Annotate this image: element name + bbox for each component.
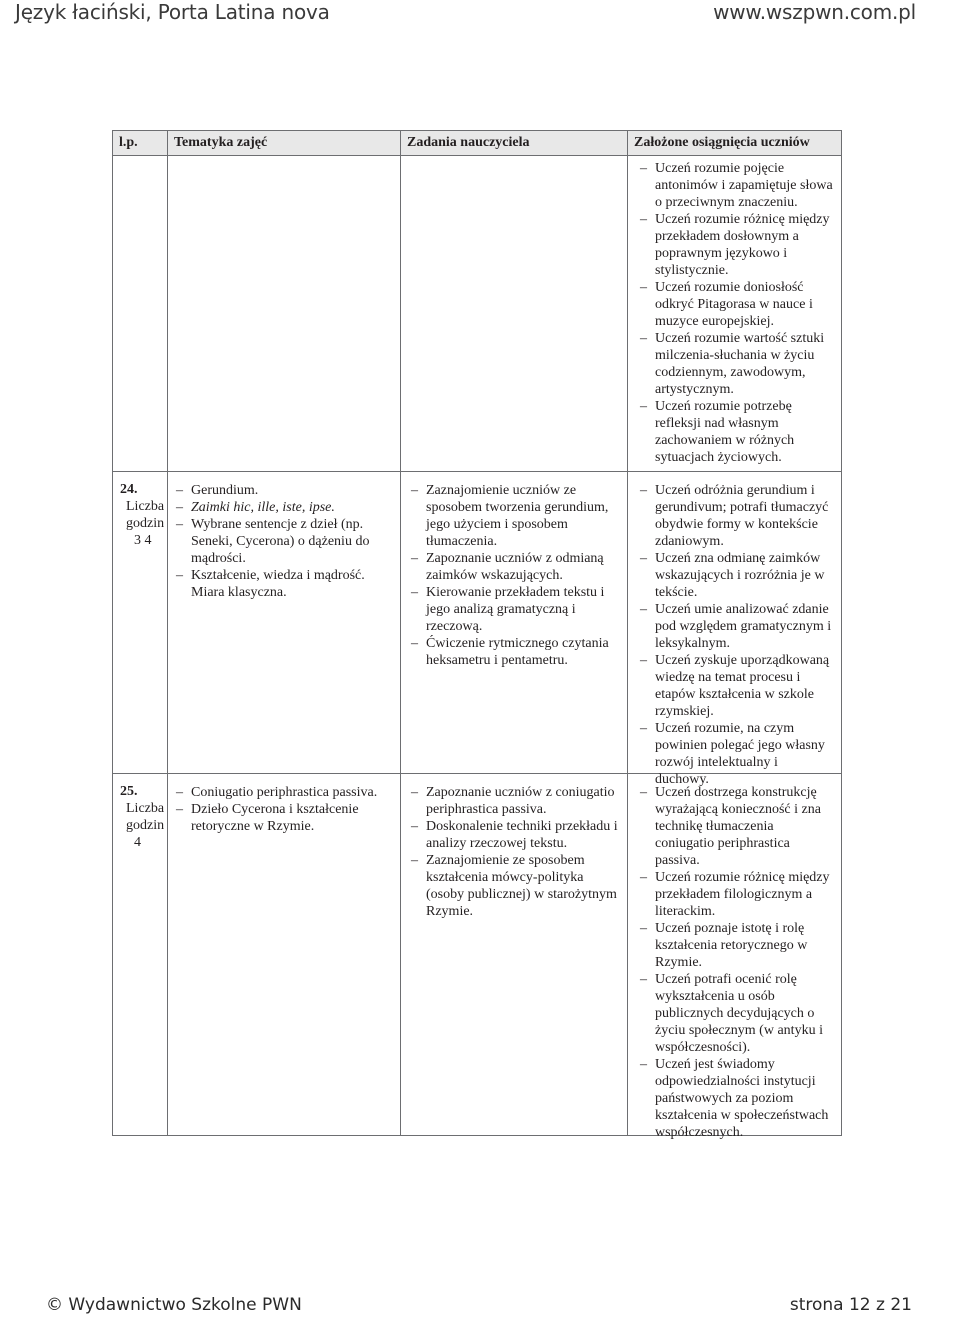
- list-item: – Ćwiczenie rytmicznego czytania heksametru i pentametru.: [413, 635, 621, 669]
- list-item: – Uczeń rozumie różnicę między przekładem dosłownym a poprawnym językowo i stylistycznie.: [642, 211, 833, 279]
- list-item: – Uczeń rozumie wartość sztuki milczenia-słuchania w życiu codziennym, zawodowym, artystycznym.: [642, 330, 833, 398]
- document-title: Język łaciński, Porta Latina nova: [15, 0, 330, 24]
- list-item: – Uczeń poznaje istotę i rolę kształcenia retorycznego w Rzymie.: [642, 920, 833, 971]
- cell-outcomes: [628, 472, 841, 787]
- cell-lp: [113, 472, 168, 773]
- list-item: – Uczeń rozumie różnicę między przekładem filologicznym a literackim.: [642, 869, 833, 920]
- tasks-list: [413, 482, 621, 669]
- topics-list: [178, 482, 394, 601]
- list-item: – Uczeń rozumie doniosłość odkryć Pitagorasa w nauce i muzyce europejskiej.: [642, 279, 833, 330]
- cell-topics: [168, 774, 401, 1135]
- header-topics: Tematyka zajęć: [168, 131, 401, 155]
- list-item: – Uczeń rozumie, na czym powinien polegać jego własny rozwój intelektualny i duchowy.: [642, 720, 833, 788]
- list-item: – Uczeń potrafi ocenić rolę wykształcenia u osób publicznych decydujących o życiu społecznym (w antyku i współczesności).: [642, 971, 833, 1056]
- list-item: – Uczeń odróżnia gerundium i gerundivum; potrafi tłumaczyć obydwie formy w kontekście zdaniowym.: [642, 482, 833, 550]
- cell-tasks: [401, 156, 628, 471]
- cell-lp: [113, 774, 168, 1135]
- hours-label: Liczba: [126, 801, 165, 816]
- outcomes-list: [642, 160, 833, 466]
- list-item: – Zapoznanie uczniów z coniugatio periphrastica passiva.: [413, 784, 621, 818]
- header-tasks: Zadania nauczyciela: [401, 131, 628, 155]
- table-row-25: [113, 774, 841, 1140]
- curriculum-table: [112, 130, 842, 1140]
- list-item: – Uczeń rozumie pojęcie antonimów i zapamiętuje słowa o przeciwnym znaczeniu.: [642, 160, 833, 211]
- topics-list: [178, 784, 394, 835]
- tasks-list: [413, 784, 621, 920]
- hours-label: godzin: [126, 818, 165, 833]
- list-item: – Uczeń zna odmianę zaimków wskazujących i rozróżnia je w tekście.: [642, 550, 833, 601]
- list-item: – Zaimki hic, ille, iste, ipse.: [178, 499, 394, 516]
- cell-outcomes: [628, 156, 841, 471]
- hours-label: Liczba: [126, 499, 165, 514]
- list-item: – Uczeń rozumie potrzebę refleksji nad własnym zachowaniem w różnych sytuacjach życiowych.: [642, 398, 833, 466]
- cell-lp: [113, 156, 168, 471]
- list-item: – Wybrane sentencje z dzieł (np. Seneki, Cycerona) o dążeniu do mądrości.: [178, 516, 394, 567]
- header-outcomes: Założone osiągnięcia uczniów: [634, 135, 810, 150]
- cell-topics: [168, 472, 401, 773]
- table-header-row: [113, 131, 841, 156]
- list-item: – Kształcenie, wiedza i mądrość. Miara klasyczna.: [178, 567, 394, 601]
- list-item: – Kierowanie przekładem tekstu i jego analizą gramatyczną i rzeczową.: [413, 584, 621, 635]
- header-lp: l.p.: [113, 131, 168, 155]
- lesson-number: 24.: [120, 482, 138, 497]
- list-item: – Uczeń umie analizować zdanie pod względem gramatycznym i leksykalnym.: [642, 601, 833, 652]
- page-number: strona 12 z 21: [789, 1295, 912, 1315]
- cell-outcomes: [628, 774, 841, 1140]
- website-link[interactable]: www.wszpwn.com.pl: [713, 0, 916, 24]
- list-item: – Uczeń dostrzega konstrukcję wyrażającą konieczność i zna technikę tłumaczenia coniugatio periphrastica passiva.: [642, 784, 833, 869]
- list-item: – Uczeń zyskuje uporządkowaną wiedzę na temat procesu i etapów kształcenia w szkole rzymskiej.: [642, 652, 833, 720]
- list-item: – Dzieło Cycerona i kształcenie retoryczne w Rzymie.: [178, 801, 394, 835]
- list-item: – Coniugatio periphrastica passiva.: [178, 784, 394, 801]
- list-item: – Gerundium.: [178, 482, 394, 499]
- cell-tasks: [401, 472, 628, 773]
- list-item: – Zaznajomienie uczniów ze sposobem tworzenia gerundium, jego użyciem i sposobem tłumaczenia.: [413, 482, 621, 550]
- hours-value: 3 4: [134, 533, 152, 548]
- table-row-continuation: [113, 156, 841, 472]
- lesson-number: 25.: [120, 784, 138, 799]
- table-row-24: [113, 472, 841, 787]
- list-item: – Zapoznanie uczniów z odmianą zaimków wskazujących.: [413, 550, 621, 584]
- hours-info: [126, 498, 165, 549]
- cell-tasks: [401, 774, 628, 1135]
- list-item: – Zaznajomienie ze sposobem kształcenia mówcy-polityka (osoby publicznej) w starożytnym Rzymie.: [413, 852, 621, 920]
- hours-info: [126, 800, 165, 851]
- cell-topics: [168, 156, 401, 471]
- list-item: – Uczeń jest świadomy odpowiedzialności instytucji państwowych za poziom kształcenia w społeczeństwach współczesnych.: [642, 1056, 833, 1141]
- outcomes-list: [642, 482, 833, 788]
- publisher-credit: © Wydawnictwo Szkolne PWN: [46, 1295, 302, 1315]
- hours-label: godzin: [126, 516, 165, 531]
- hours-value: 4: [134, 835, 141, 850]
- list-item: – Doskonalenie techniki przekładu i analizy rzeczowej tekstu.: [413, 818, 621, 852]
- outcomes-list: [642, 784, 833, 1141]
